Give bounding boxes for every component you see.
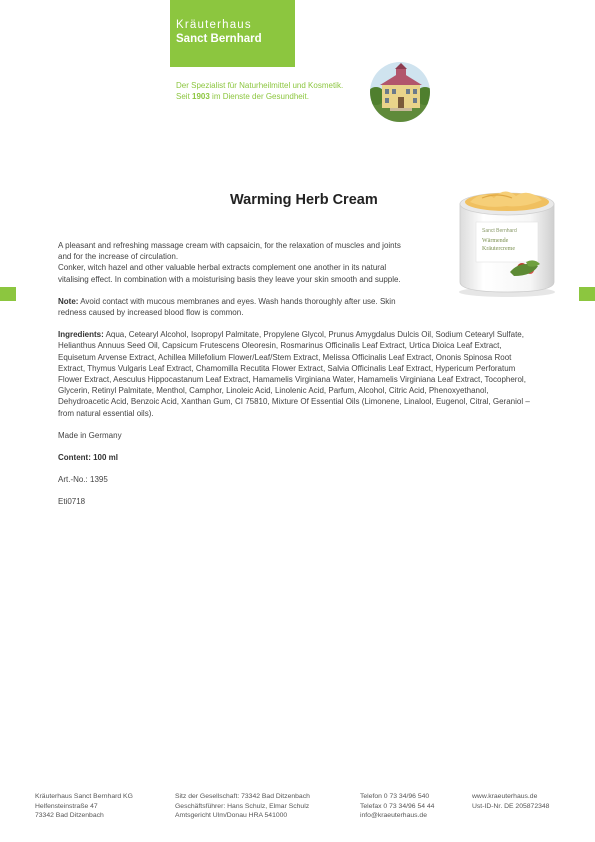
footer-street: Helfensteinstraße 47 [35,802,98,810]
footer-fax: Telefax 0 73 34/96 54 44 [360,802,435,810]
description-line: Conker, witch hazel and other valuable herbal extracts complement one another in its natural [58,263,387,273]
note-label: Note: [58,296,79,306]
product-title: Warming Herb Cream [230,192,378,208]
description-line: A pleasant and refreshing massage cream with capsaicin, for the relaxation of muscles and joints [58,241,401,250]
building-photo [370,62,430,122]
footer-address [35,792,133,821]
note-line2: redness caused by increased blood flow is common. [58,308,244,318]
ingredients-line: Ingredients: Aqua, Cetearyl Alcohol, Isopropyl Palmitate, Propylene Glycol, Prunus Amygdalus Dulcis Oil, Sodium Cetearyl Sulfate, [58,330,524,340]
footer-web [472,792,549,811]
footer-email-link[interactable]: info@kraeuterhaus.de [360,812,427,820]
ingredients-line: Helianthus Annuus Seed Oil, Capsicum Frutescens Oleoresin, Rosmarinus Officinalis Leaf Extract, Urtica Dioica Leaf Extract, [58,341,502,351]
footer-website-link[interactable]: www.kraeuterhaus.de [472,793,538,800]
jar-label-line1: Wärmende [482,238,509,244]
ingredients-label: Ingredients: [58,330,104,340]
brand-tagline [176,80,343,102]
brand-name-line1: Kräuterhaus [176,19,252,31]
ingredients-line: Flower Extract, Aesculus Hippocastanum Leaf Extract, Hamamelis Virginiana Water, Hamamelis Virginiana Leaf Extract, Tocopherol, [58,375,526,385]
footer-vat-id: Ust-ID-Nr. DE 205872348 [472,802,550,810]
ingredients-block [58,329,568,419]
footer-phone: Telefon 0 73 34/96 540 [360,793,430,800]
footer-managers: Geschäftsführer: Hans Schulz, Elmar Schulz [175,802,310,810]
ingredients-line: Dehydroacetic Acid, Benzoic Acid, Xanthan Gum, CI 75810, Mixture Of Essential Oils (Limonene, Linalool, Eugenol, Citral, Geraniol – [58,397,530,407]
footer-company: Kräuterhaus Sanct Bernhard KG [35,793,133,800]
ingredients-line: Extract, Thymus Vulgaris Leaf Extract, Chamomilla Recutita Flower Extract, Salvia Officinalis Leaf Extract, Hypericum Perforatum [58,363,516,373]
note-line1: Note: Avoid contact with mucous membranes and eyes. Wash hands thoroughly after use. Skin [58,296,396,306]
fold-mark-left [0,287,16,301]
footer-city: 73342 Bad Ditzenbach [35,812,104,820]
footer-contact [360,792,434,821]
article-number: Art.-No.: 1395 [58,475,108,485]
eti-code: Eti0718 [58,497,86,507]
brand-logo [170,0,295,67]
made-in: Made in Germany [58,430,122,440]
ingredients-line: Glycerin, Retinyl Palmitate, Menthol, Camphor, Linoleic Acid, Linolenic Acid, Parfum, Alcohol, Citric Acid, Phenoxyethanol, [58,386,489,396]
tagline-line2: Seit 1903 im Dienste der Gesundheit. [176,92,309,101]
footer-legal [175,792,310,821]
footer-seat: Sitz der Gesellschaft: 73342 Bad Ditzenbach [175,793,310,800]
description-line: and for the increase of circulation. [58,252,179,262]
tagline-year: 1903 [192,92,210,101]
jar-label-brand: Sanct Bernhard [482,228,517,234]
jar-label-line2: Kräutercreme [482,246,515,252]
footer-court: Amtsgericht Ulm/Donau HRA 541000 [175,812,288,820]
ingredients-line: Equisetum Arvense Extract, Achillea Millefolium Flower/Leaf/Stem Extract, Melissa Officinalis Leaf Extract, Ononis Spinosa Root [58,352,512,362]
fold-mark-right [579,287,595,301]
description-line: vitalising effect. In combination with a moisturising basis they leave your skin smooth and supple. [58,274,401,284]
product-jar-image [452,182,562,300]
content-amount: Content: 100 ml [58,453,119,463]
brand-name-line2: Sanct Bernhard [176,33,262,45]
tagline-line1: Der Spezialist für Naturheilmittel und Kosmetik. [176,81,344,90]
ingredients-line: from natural essential oils). [58,408,154,418]
